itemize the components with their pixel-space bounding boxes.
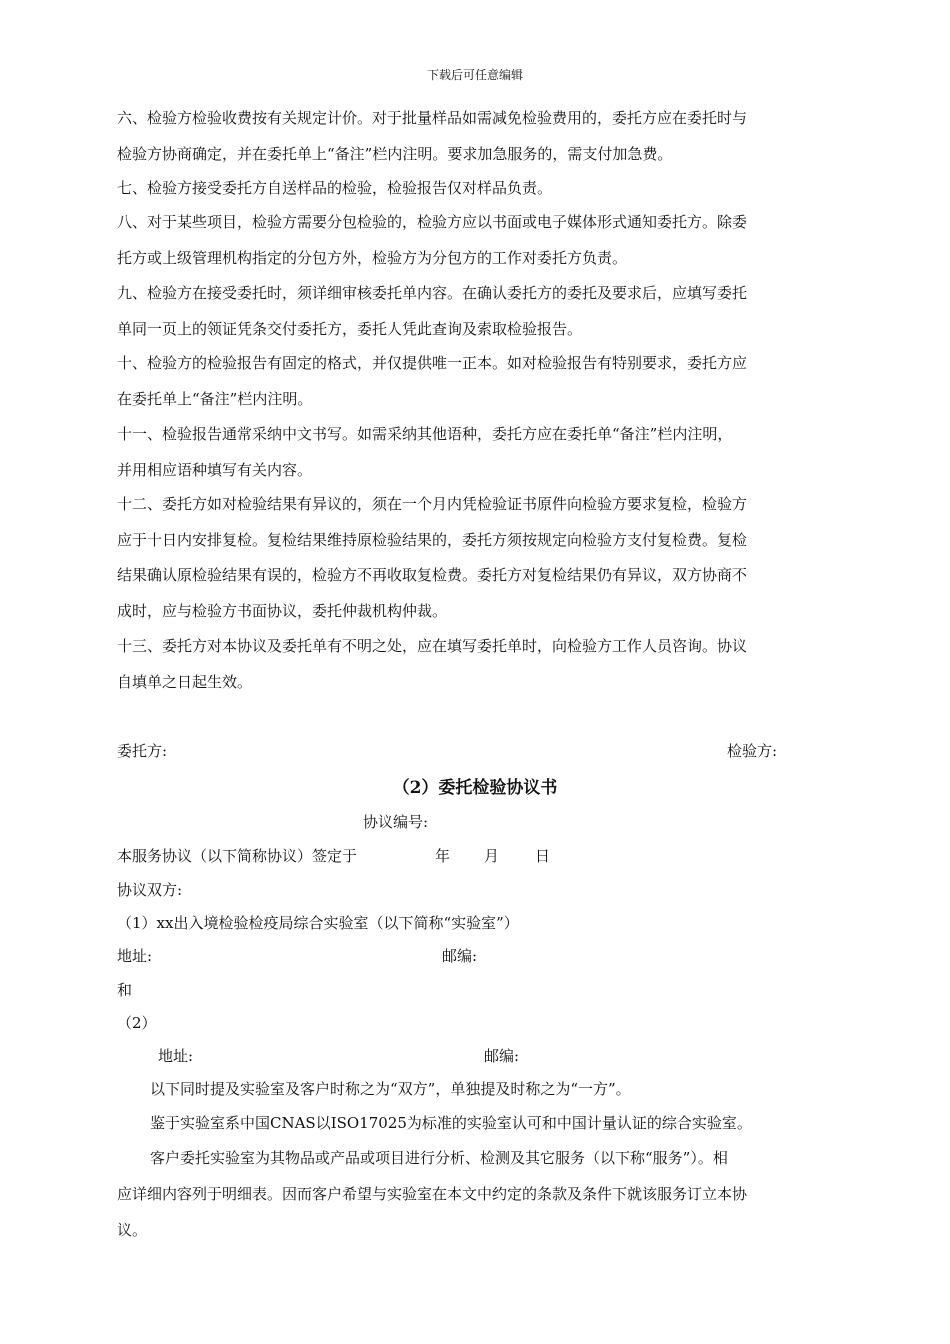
clause-line: 八、对于某些项目，检验方需要分包检验的，检验方应以书面或电子媒体形式通知委托方。除委 (117, 213, 748, 231)
date-year-label: 年 (435, 847, 451, 865)
clause-line: 九、检验方在接受委托时，须详细审核委托单内容。在确认委托方的委托及要求后，应填写委托 (117, 284, 748, 302)
date-month-label: 月 (484, 847, 500, 865)
clause-line: 十、检验方的检验报告有固定的格式，并仅提供唯一正本。如对检验报告有特别要求，委托方应 (117, 354, 748, 372)
clause-line: 十三、委托方对本协议及委托单有不明之处，应在填写委托单时，向检验方工作人员咨询。协议 (117, 637, 748, 655)
party-one-postcode-label: 邮编: (442, 947, 478, 965)
agreement-paragraph: 鉴于实验室系中国CNAS以ISO17025为标准的实验室认可和中国计量认证的综合实验室。 (150, 1114, 752, 1132)
clause-line: 自填单之日起生效。 (117, 673, 253, 691)
agreement-title: （2）委托检验协议书 (392, 778, 558, 798)
clause-line: 七、检验方接受委托方自送样品的检验，检验报告仅对样品负责。 (117, 179, 553, 197)
clause-line: 检验方协商确定，并在委托单上“备注”栏内注明。要求加急服务的，需支付加急费。 (117, 145, 673, 163)
clause-line: 并用相应语种填写有关内容。 (117, 461, 313, 479)
agreement-paragraph: 客户委托实验室为其物品或产品或项目进行分析、检测及其它服务（以下称“服务”）。相 (150, 1149, 728, 1167)
party-two: （2） (117, 1014, 157, 1032)
party-one: （1）xx出入境检验检疫局综合实验室（以下简称“实验室”） (117, 914, 519, 932)
party-two-address-label: 地址: (158, 1047, 194, 1065)
agreement-paragraph: 以下同时提及实验室及客户时称之为“双方”，单独提及时称之为“一方”。 (150, 1080, 631, 1098)
parties-label: 协议双方: (117, 881, 183, 899)
clause-line: 十二、委托方如对检验结果有异议的，须在一个月内凭检验证书原件向检验方要求复检，检验方 (117, 495, 748, 513)
party-two-postcode-label: 邮编: (484, 1047, 520, 1065)
date-day-label: 日 (535, 847, 551, 865)
clause-line: 应于十日内安排复检。复检结果维持原检验结果的，委托方须按规定向检验方支付复检费。复检 (117, 531, 748, 549)
client-signature-label: 委托方: (117, 742, 168, 760)
clause-line: 结果确认原检验结果有误的，检验方不再收取复检费。委托方对复检结果仍有异议，双方协商不 (117, 566, 748, 584)
party-one-address-label: 地址: (117, 947, 153, 965)
clause-line: 在委托单上“备注”栏内注明。 (117, 390, 313, 408)
clause-line: 托方或上级管理机构指定的分包方外，检验方为分包方的工作对委托方负责。 (117, 249, 628, 267)
clause-line: 成时，应与检验方书面协议，委托仲裁机构仲裁。 (117, 602, 448, 620)
inspector-signature-label: 检验方: (727, 742, 778, 760)
clause-line: 六、检验方检验收费按有关规定计价。对于批量样品如需减免检验费用的，委托方应在委托时与 (117, 109, 748, 127)
page-header-note: 下载后可任意编辑 (426, 68, 523, 82)
clause-line: 单同一页上的领证凭条交付委托方，委托人凭此查询及索取检验报告。 (117, 320, 583, 338)
agreement-paragraph: 议。 (117, 1221, 148, 1239)
signing-date-prefix: 本服务协议（以下简称协议）签定于 (117, 847, 358, 865)
and-conjunction: 和 (117, 981, 133, 999)
agreement-paragraph: 应详细内容列于明细表。因而客户希望与实验室在本文中约定的条款及条件下就该服务订立本协 (117, 1185, 748, 1203)
clause-line: 十一、检验报告通常采纳中文书写。如需采纳其他语种，委托方应在委托单“备注”栏内注明， (117, 425, 733, 443)
agreement-number-label: 协议编号: (363, 813, 429, 831)
